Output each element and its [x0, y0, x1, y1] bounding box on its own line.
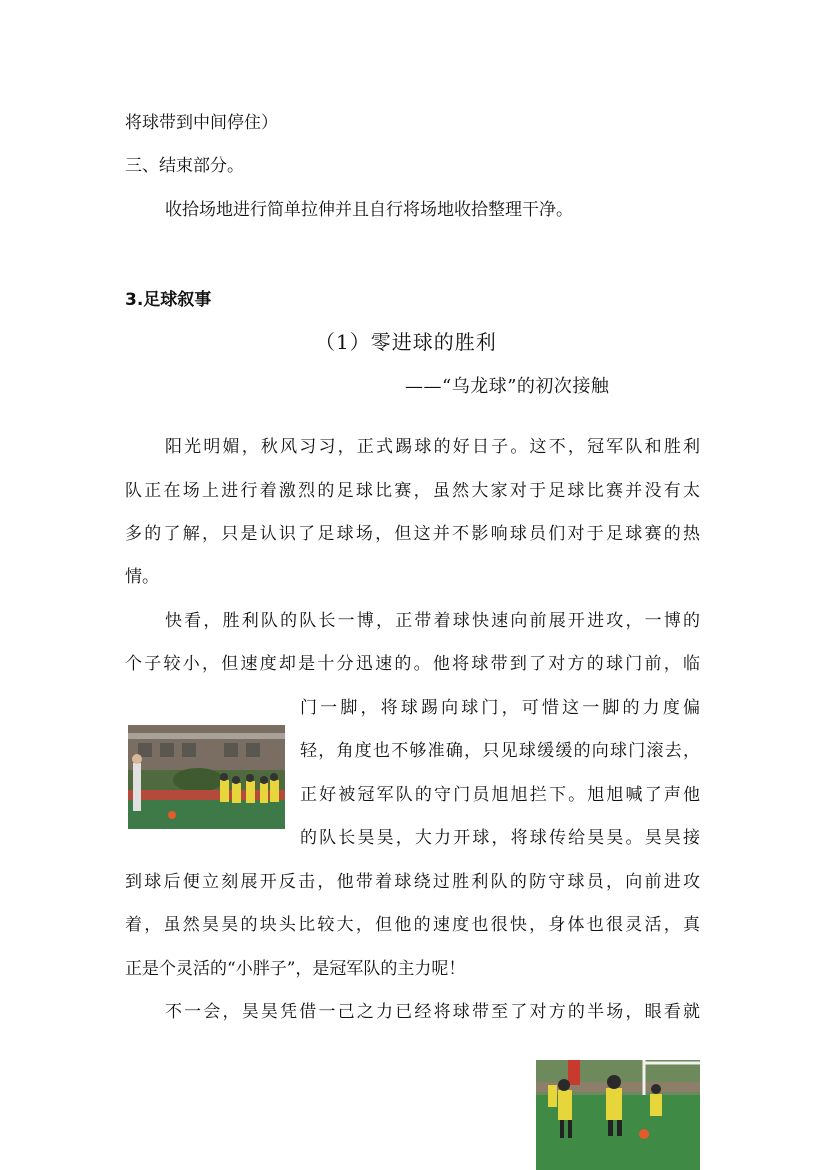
para2-line-7: 到球后便立刻展开反击，他带着球绕过胜利队的防守球员，向前进攻 — [125, 872, 700, 892]
para2-line-5: 正好被冠军队的守门员旭旭拦下。旭旭喊了声他 — [300, 785, 700, 805]
para1-line-2: 队正在场上进行着激烈的足球比赛，虽然大家对于足球比赛并没有太 — [125, 481, 700, 501]
para2-line-1: 快看，胜利队的队长一博，正带着球快速向前展开进攻，一博的 — [165, 611, 700, 631]
para2-line-6: 的队长昊昊，大力开球，将球传给昊昊。昊昊接 — [300, 828, 700, 848]
para2-line-3: 门一脚，将球踢向球门，可惜这一脚的力度偏 — [300, 698, 700, 718]
para2-line-8: 着，虽然昊昊的块头比较大，但他的速度也很快，身体也很灵活，真 — [125, 915, 700, 935]
top-line-2: 三、结束部分。 — [125, 156, 244, 176]
top-line-3: 收拾场地进行简单拉伸并且自行将场地收拾整理干净。 — [165, 200, 573, 220]
children-soccer-match-photo — [536, 1060, 700, 1170]
para3-line-1: 不一会，昊昊凭借一己之力已经将球带至了对方的半场，眼看就 — [165, 1002, 700, 1022]
para1-line-3: 多的了解，只是认识了足球场，但这并不影响球员们对于足球赛的热 — [125, 524, 700, 544]
children-playing-football-photo — [128, 725, 285, 829]
para2-line-9: 正是个灵活的“小胖子”，是冠军队的主力呢！ — [125, 959, 466, 979]
story-subtitle: ——“乌龙球”的初次接触 — [405, 376, 610, 397]
para1-line-4: 情。 — [125, 567, 159, 587]
story-title: （1）零进球的胜利 — [315, 330, 497, 354]
para2-line-2: 个子较小，但速度却是十分迅速的。他将球带到了对方的球门前，临 — [125, 654, 700, 674]
para2-line-4: 轻，角度也不够准确，只见球缓缓的向球门滚去， — [300, 741, 700, 761]
top-line-1: 将球带到中间停住） — [125, 113, 278, 133]
para1-line-1: 阳光明媚，秋风习习，正式踢球的好日子。这不，冠军队和胜利 — [165, 437, 700, 457]
section-heading: 3.足球叙事 — [125, 290, 212, 310]
